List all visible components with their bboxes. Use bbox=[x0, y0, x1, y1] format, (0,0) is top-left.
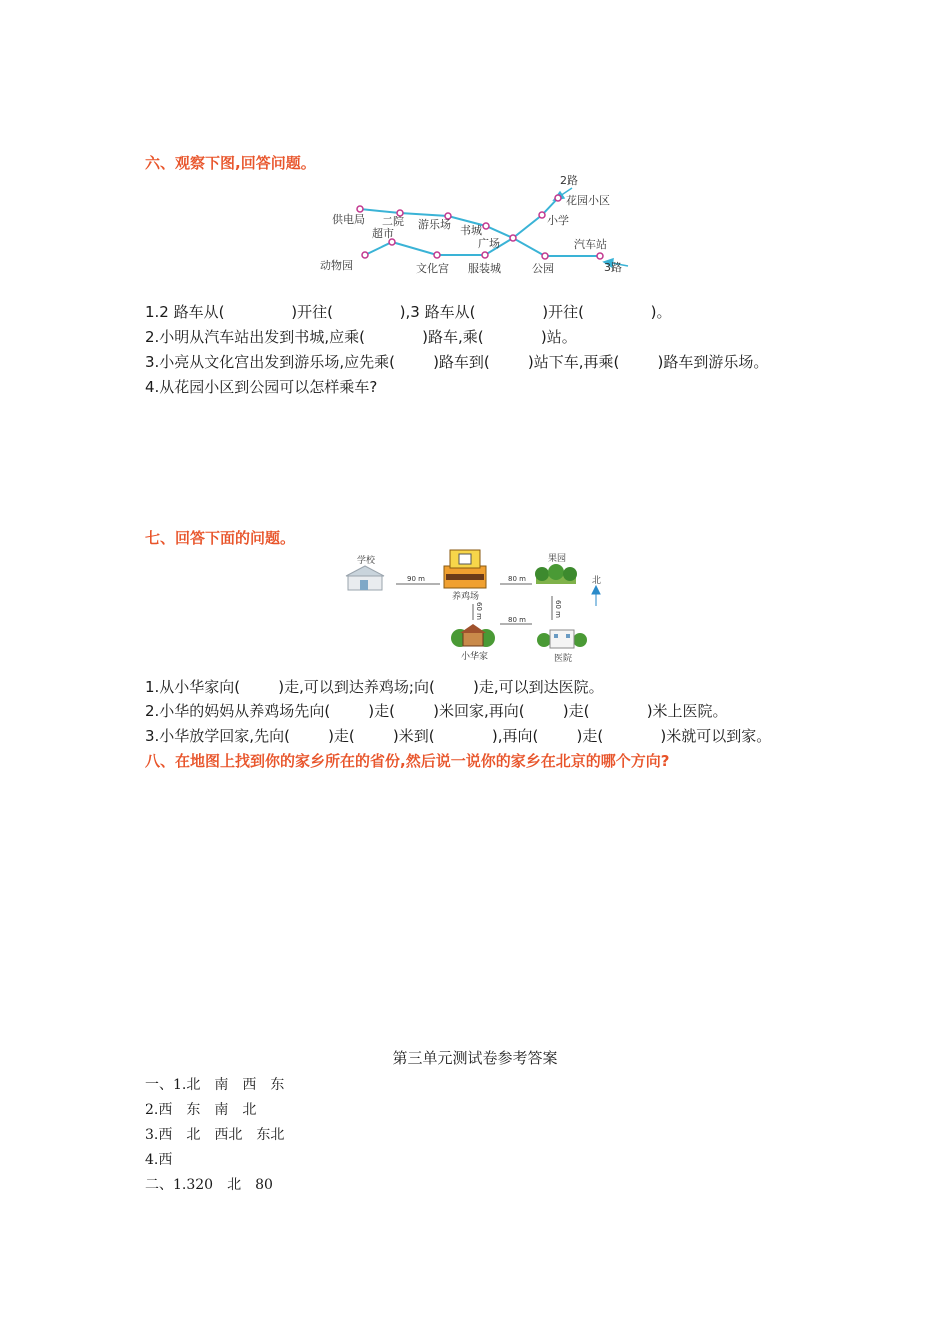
s6-question-2: 2.小明从汽车站出发到书城,应乘( )路车,乘( )站。 bbox=[145, 328, 577, 346]
dist-home-hospital: 80 m bbox=[508, 616, 526, 624]
label-orchard: 果园 bbox=[548, 554, 567, 564]
label-school: 学校 bbox=[357, 556, 376, 566]
stop-shucheng bbox=[483, 223, 489, 229]
s6-question-3: 3.小亮从文化宫出发到游乐场,应先乘( )路车到( )站下车,再乘( )路车到游乐场。 bbox=[145, 353, 769, 371]
answer-line-1: 一、1.北 南 西 东 bbox=[145, 1077, 285, 1093]
label-gongyuan: 公园 bbox=[532, 262, 554, 275]
home-building bbox=[451, 624, 495, 647]
answers-title: 第三单元测试卷参考答案 bbox=[392, 1049, 558, 1067]
stop-gongdianju bbox=[357, 206, 363, 212]
label-home: 小华家 bbox=[461, 652, 489, 662]
section6-heading: 六、观察下图,回答问题。 bbox=[145, 154, 316, 172]
s7-question-3: 3.小华放学回家,先向( )走( )米到( ),再向( )走( )米就可以到家。 bbox=[145, 727, 772, 745]
label-huayuan: 花园小区 bbox=[566, 194, 610, 207]
answer-line-3: 3.西 北 西北 东北 bbox=[145, 1127, 285, 1143]
label-route2: 2路 bbox=[560, 174, 578, 187]
section8-heading: 八、在地图上找到你的家乡所在的省份,然后说一说你的家乡在北京的哪个方向? bbox=[145, 752, 670, 770]
label-chaoshi: 超市 bbox=[372, 227, 394, 240]
label-hospital: 医院 bbox=[554, 654, 573, 664]
answer-line-4: 4.西 bbox=[145, 1152, 173, 1168]
label-north: 北 bbox=[592, 576, 602, 586]
stop-guangchang bbox=[510, 235, 516, 241]
s6-question-1: 1.2 路车从( )开往( ),3 路车从( )开往( )。 bbox=[145, 303, 672, 321]
hospital-building bbox=[537, 630, 587, 648]
bus-route-map bbox=[310, 168, 640, 280]
section7-heading: 七、回答下面的问题。 bbox=[145, 529, 296, 547]
stop-qichezhan bbox=[597, 253, 603, 259]
stop-huayuan bbox=[555, 195, 561, 201]
answer-line-5: 二、1.320 北 80 bbox=[145, 1177, 273, 1193]
label-route3: 3路 bbox=[604, 261, 622, 274]
stop-xiaoxue bbox=[539, 212, 545, 218]
answer-line-2: 2.西 东 南 北 bbox=[145, 1102, 257, 1118]
stop-dongwuyuan bbox=[362, 252, 368, 258]
label-wenhuagong: 文化宫 bbox=[416, 262, 449, 275]
label-dongwuyuan: 动物园 bbox=[320, 259, 353, 272]
north-arrow-icon bbox=[592, 586, 600, 606]
dist-farm-home: 60 m bbox=[475, 602, 483, 620]
label-qichezhan: 汽车站 bbox=[574, 238, 607, 251]
dist-orchard-hospital: 60 m bbox=[554, 600, 562, 618]
label-xiaoxue: 小学 bbox=[547, 214, 569, 227]
dist-school-farm: 90 m bbox=[407, 575, 425, 583]
s7-question-1: 1.从小华家向( )走,可以到达养鸡场;向( )走,可以到达医院。 bbox=[145, 678, 604, 696]
stop-gongyuan bbox=[542, 253, 548, 259]
farm-building bbox=[444, 550, 486, 588]
school-building bbox=[346, 566, 384, 590]
stop-wenhuagong bbox=[434, 252, 440, 258]
label-youlechang: 游乐场 bbox=[418, 218, 451, 231]
label-farm: 养鸡场 bbox=[452, 592, 480, 602]
s6-question-4: 4.从花园小区到公园可以怎样乘车? bbox=[145, 378, 378, 396]
label-fuzhuangcheng: 服装城 bbox=[468, 262, 501, 275]
orchard-trees bbox=[535, 564, 577, 584]
label-guangchang: 广场 bbox=[478, 237, 500, 250]
label-gongdianju: 供电局 bbox=[332, 213, 365, 226]
label-shucheng: 书城 bbox=[460, 224, 482, 237]
dist-farm-orchard: 80 m bbox=[508, 575, 526, 583]
direction-map bbox=[340, 546, 610, 668]
stop-fuzhuangcheng bbox=[482, 252, 488, 258]
s7-question-2: 2.小华的妈妈从养鸡场先向( )走( )米回家,再向( )走( )米上医院。 bbox=[145, 702, 728, 720]
label-eryuan: 二院 bbox=[382, 215, 404, 228]
